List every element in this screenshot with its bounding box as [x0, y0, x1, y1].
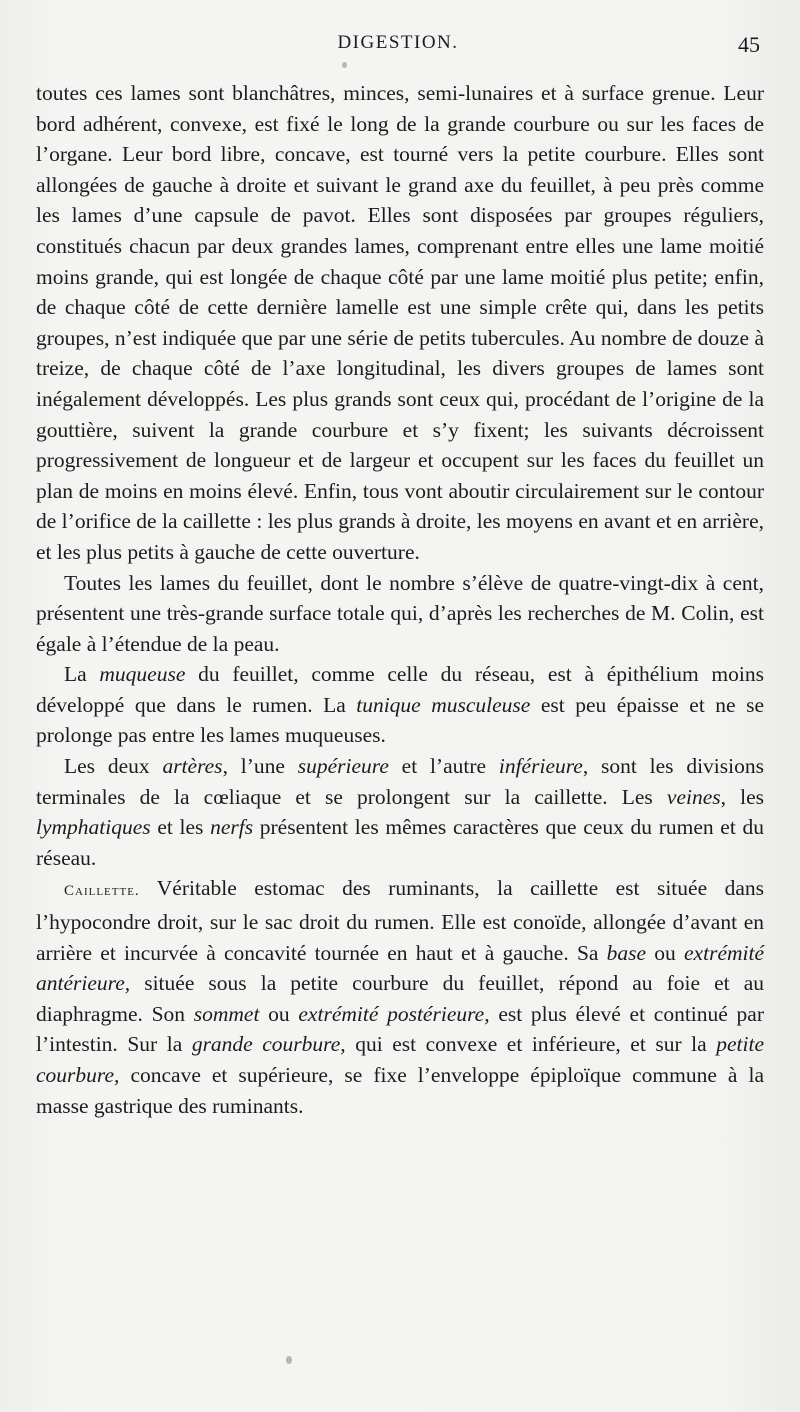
text-run: Véritable estomac des ruminants, la caillette est située dans l’hypocondre droit, sur le sac droit du rumen. Elle est conoïde, allongée d’avant en arrière et incurvée à concavité tournée en haut et à gauche. Sa	[36, 876, 764, 965]
italic-term: petite courbure,	[36, 1032, 764, 1087]
paragraph-caillette	[36, 873, 764, 1121]
italic-term: base	[606, 940, 647, 965]
text-run: , l’une	[222, 754, 298, 779]
italic-term: extrémité postérieure,	[298, 1001, 490, 1026]
italic-term: muqueuse	[99, 662, 186, 687]
italic-term: nerfs	[210, 815, 254, 840]
text-run: située sous la petite courbure du feuillet, répond au foie et au diaphragme. Son	[36, 971, 764, 1026]
text-run: , les	[720, 784, 764, 809]
text-run: est peu épaisse et ne se prolonge pas entre les lames muqueuses.	[36, 692, 764, 748]
italic-term: lymphatiques	[36, 815, 151, 840]
italic-term: grande courbure,	[191, 1032, 346, 1057]
text-run: du feuillet, comme celle du réseau, est à épithélium moins développé que dans le rumen. La	[36, 662, 764, 717]
text-run: qui est convexe et inférieure, et sur la	[345, 1032, 717, 1057]
text-run: ou	[259, 1001, 299, 1026]
italic-term: inférieure	[498, 754, 583, 779]
text-run: concave et supérieure, se fixe l’enveloppe épiploïque commune à la masse gastrique des ruminants.	[36, 1063, 764, 1118]
italic-term: veines	[666, 784, 721, 809]
page-header	[36, 32, 760, 64]
paragraph-lames: toutes ces lames sont blanchâtres, minces, semi-lunaires et à surface grenue. Leur bord adhérent, convexe, est fixé le long de la grande courbure ou sur les faces de l’organe. Leur bord libre, concave, est tourné vers la petite courbure. Elles sont allongées de gauche à droite et suivant le grand axe du feuillet, à peu près comme les lames d’une capsule de pavot. Elles sont disposées par groupes réguliers, constitués chacun par deux grandes lames, comprenant entre elles une lame moitié moins grande, qui est longée de chaque côté par une lame moitié plus petite; enfin, de chaque côté de cette dernière lamelle est une simple crête qui, dans les petits groupes, n’est indiquée que par une série de petits tubercules. Au nombre de douze à treize, de chaque côté de l’axe longitudinal, les divers groupes de lames sont inégalement développés. Les plus grands sont ceux qui, procédant de l’origine de la gouttière, suivent la grande courbure et s’y fixent; les suivants décroissent progressivement de longueur et de largeur et occupent sur les faces du feuillet un plan de moins en moins élevé. Enfin, tous vont aboutir circulairement sur le contour de l’orifice de la caillette : les plus grands à droite, les moyens en avant et en arrière, et les plus petits à gauche de cette ouverture.	[36, 81, 764, 564]
italic-term: sommet	[193, 1001, 260, 1026]
body-text	[36, 78, 764, 1121]
running-head: DIGESTION.	[337, 32, 459, 53]
section-heading-caillette: Caillette.	[64, 883, 140, 900]
ink-speck	[342, 62, 347, 68]
paragraph-vaisseaux	[36, 751, 764, 873]
paragraph-surface: Toutes les lames du feuillet, dont le nombre s’élève de quatre-vingt-dix à cent, présentent une très-grande surface totale qui, d’après les recherches de M. Colin, est égale à l’étendue de la peau.	[36, 570, 764, 656]
text-run: est plus élevé et continué par l’intestin. Sur la	[36, 1001, 764, 1057]
text-run: La	[64, 662, 100, 687]
text-run: présentent les mêmes caractères que ceux du rumen et du réseau.	[36, 815, 764, 870]
text-run: Les deux	[64, 754, 163, 779]
text-run: et les	[150, 815, 211, 840]
italic-term: artères	[162, 754, 223, 779]
page-number: 45	[738, 32, 760, 57]
italic-term: extrémité antérieure,	[36, 940, 765, 996]
italic-term: supérieure	[297, 754, 389, 779]
text-run: et l’autre	[388, 754, 499, 779]
italic-term: tunique musculeuse	[356, 692, 531, 717]
text-run: , sont les divisions terminales de la cœliaque et se prolongent sur la caillette. Les	[36, 754, 764, 809]
ink-speck	[286, 1356, 292, 1364]
paragraph-muqueuse	[36, 659, 764, 751]
text-run: ou	[646, 940, 685, 965]
